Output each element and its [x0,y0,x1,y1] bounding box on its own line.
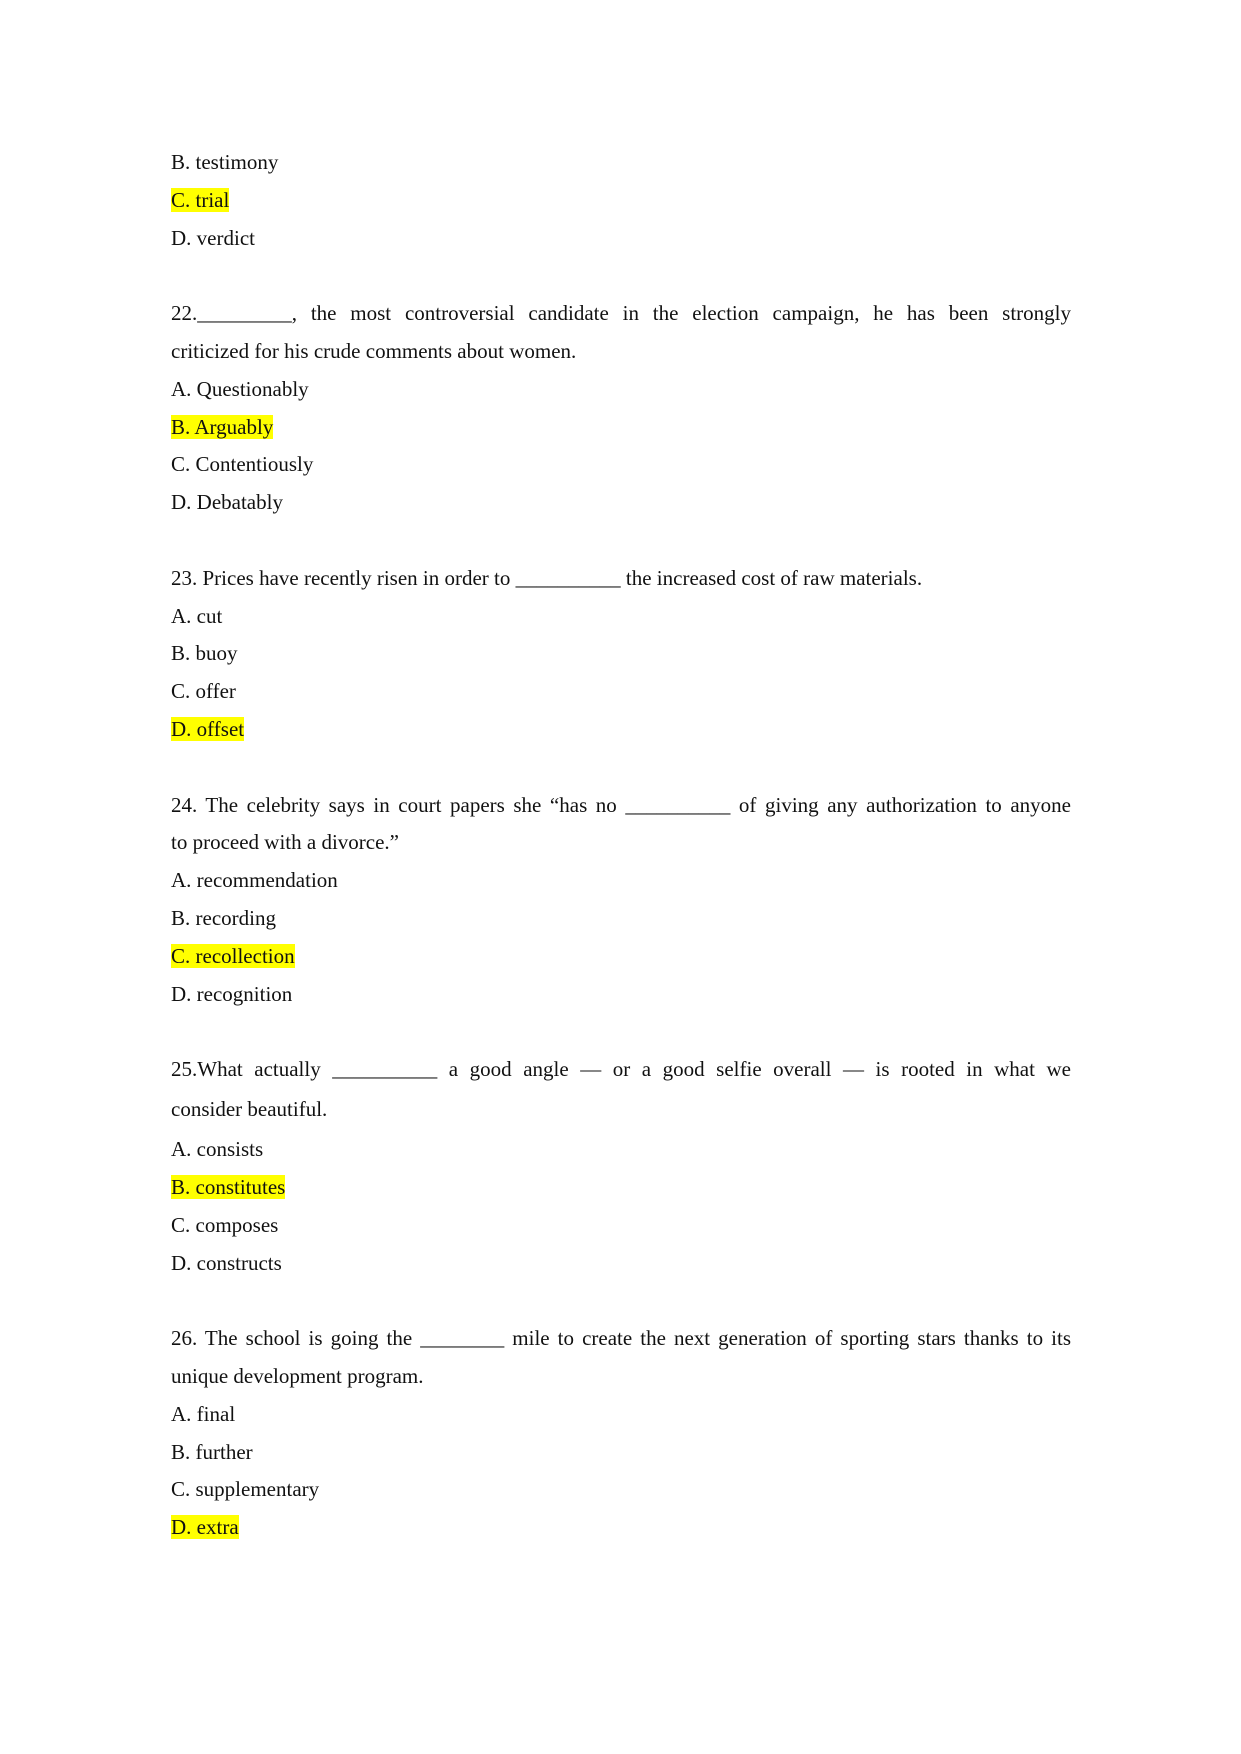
spacer [171,1013,1071,1051]
question-24-stem-line-2: to proceed with a divorce.” [171,830,399,855]
option-23-a: A. cut [171,603,223,628]
document-page [171,144,1071,1547]
question-22-stem-line-1: 22._________, the most controversial candidate in the election campaign, he has been strongly [171,301,1071,326]
option-26-c: C. supplementary [171,1477,320,1502]
option-22-c: C. Contentiously [171,452,314,477]
option-22-b-answer [171,409,1071,447]
option-23-c: C. offer [171,679,236,704]
option-24-b: B. recording [171,905,276,930]
option-24-a: A. recommendation [171,868,338,893]
question-26-stem-line-1: 26. The school is going the ________ mile to create the next generation of sporting stars thanks to its [171,1326,1071,1351]
highlighted-answer: C. trial [171,187,230,212]
highlighted-answer: B. Arguably [171,414,274,439]
highlighted-answer: B. constitutes [171,1174,286,1199]
question-23-stem-line-1: 23. Prices have recently risen in order to __________ the increased cost of raw materials. [171,565,923,590]
option-24-d: D. recognition [171,981,293,1006]
question-23 [171,560,1071,749]
question-21 [171,144,1071,257]
option-25-d: D. constructs [171,1250,282,1275]
option-26-a: A. final [171,1401,236,1426]
option-21-d: D. verdict [171,225,255,250]
option-26-d-answer [171,1509,1071,1547]
question-26-stem-line-2: unique development program. [171,1363,424,1388]
option-23-d-answer [171,711,1071,749]
option-25-a: A. consists [171,1137,264,1162]
question-25-stem-line-1: 25.What actually __________ a good angle — or a good selfie overall — is rooted in what we [171,1057,1071,1082]
question-25 [171,1051,1071,1131]
option-22-d: D. Debatably [171,490,283,515]
option-25-b-answer [171,1169,1071,1207]
question-26 [171,1320,1071,1547]
option-26-b: B. further [171,1439,253,1464]
option-24-c-answer [171,938,1071,976]
spacer [171,1282,1071,1320]
question-25-stem-line-2: consider beautiful. [171,1097,328,1122]
question-25-options [171,1131,1071,1282]
spacer [171,522,1071,560]
highlighted-answer: D. offset [171,716,245,741]
question-22-stem-line-2: criticized for his crude comments about women. [171,338,577,363]
highlighted-answer: D. extra [171,1515,239,1540]
highlighted-answer: C. recollection [171,943,295,968]
spacer [171,257,1071,295]
option-22-a: A. Questionably [171,376,309,401]
question-24 [171,787,1071,1014]
option-25-c: C. composes [171,1212,279,1237]
option-21-c-answer [171,182,1071,220]
option-23-b: B. buoy [171,641,238,666]
question-24-stem-line-1: 24. The celebrity says in court papers she “has no __________ of giving any authorization to anyone [171,792,1071,817]
option-21-b: B. testimony [171,150,279,174]
spacer [171,749,1071,787]
question-22 [171,295,1071,522]
